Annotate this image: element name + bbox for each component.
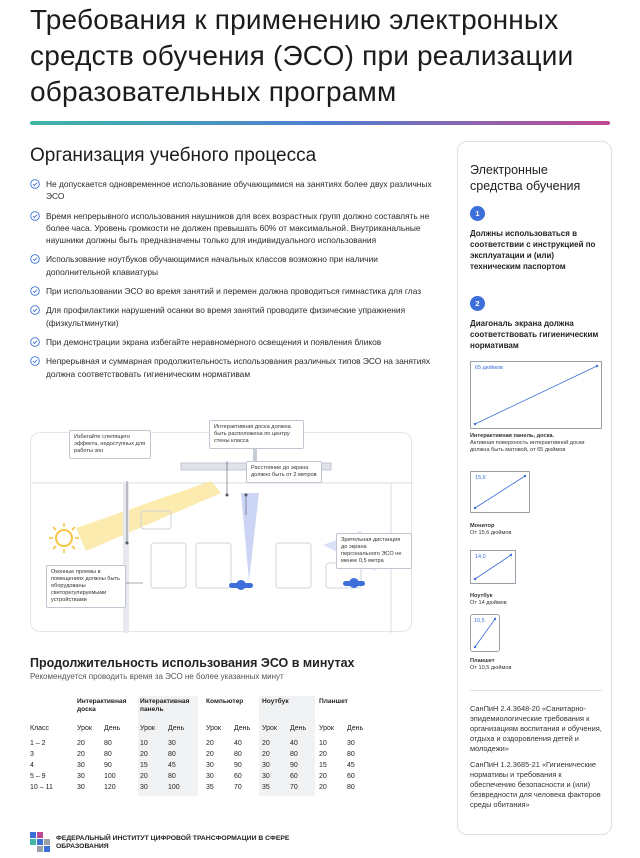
value-cell: 30 xyxy=(347,740,355,747)
day-header: День xyxy=(290,725,307,732)
list-item-text: Не допускается одновременное использование обучающимися на занятиях более двух различных ЭСО xyxy=(46,179,432,202)
value-cell: 90 xyxy=(104,762,112,769)
class-cell: 4 xyxy=(30,762,34,769)
value-cell: 100 xyxy=(168,784,180,791)
footer xyxy=(30,832,290,852)
laptop-caption xyxy=(470,593,507,607)
panel-item-2: Диагональ экрана должна соответствовать гигиеническим нормативам xyxy=(470,319,599,350)
value-cell: 20 xyxy=(319,751,327,758)
value-cell: 90 xyxy=(290,762,298,769)
table-title: Продолжительность использования ЭСО в минутах xyxy=(30,656,355,670)
monitor-screen xyxy=(470,471,530,513)
value-cell: 30 xyxy=(206,773,214,780)
device-header: Планшет xyxy=(319,698,348,705)
diagonal-line xyxy=(471,362,601,428)
value-cell: 120 xyxy=(104,784,116,791)
check-circle-icon xyxy=(30,254,40,264)
day-header: День xyxy=(168,725,185,732)
value-cell: 60 xyxy=(347,773,355,780)
board-screen xyxy=(470,361,602,429)
check-circle-icon xyxy=(30,356,40,366)
caption-title: Интерактивная панель, доска. xyxy=(470,433,555,439)
panel-divider xyxy=(470,690,602,691)
caption-title: Ноутбук xyxy=(470,593,493,599)
tablet-caption xyxy=(470,658,511,672)
device-header: Интерактивная доска xyxy=(77,698,127,713)
diagonal-label: 10,5 xyxy=(474,618,485,624)
list-item-text: При использовании ЭСО во время занятий и перемен должна проводиться гимнастика для глаз xyxy=(46,286,422,297)
value-cell: 20 xyxy=(262,740,270,747)
classroom-illustration xyxy=(30,424,412,632)
value-cell: 40 xyxy=(290,740,298,747)
value-cell: 40 xyxy=(234,740,242,747)
sun-icon xyxy=(49,523,79,553)
gradient-divider xyxy=(30,121,610,125)
device-header: Компьютер xyxy=(206,698,244,705)
diagonal-label: 15,6 xyxy=(475,475,486,481)
value-cell: 15 xyxy=(140,762,148,769)
value-cell: 20 xyxy=(206,751,214,758)
value-cell: 80 xyxy=(234,751,242,758)
list-item xyxy=(30,253,440,278)
list-item xyxy=(30,210,440,247)
board-caption xyxy=(470,433,605,454)
check-circle-icon xyxy=(30,305,40,315)
value-cell: 20 xyxy=(77,740,85,747)
diagonal-label: 65 дюймов xyxy=(475,365,503,371)
value-cell: 20 xyxy=(206,740,214,747)
step-number-1: 1 xyxy=(470,206,485,221)
value-cell: 10 xyxy=(140,740,148,747)
lesson-header: Урок xyxy=(77,725,92,732)
note-glare: Избегайте слепящего эффекта, недоступных для работы зон xyxy=(69,430,151,459)
value-cell: 70 xyxy=(234,784,242,791)
lesson-header: Урок xyxy=(206,725,221,732)
value-cell: 30 xyxy=(168,740,176,747)
section-title: Организация учебного процесса xyxy=(30,145,317,166)
value-cell: 80 xyxy=(168,773,176,780)
caption-text: Активная поверхность интерактивной доски должна быть матовой, от 65 дюймов xyxy=(470,440,585,453)
note-personal-distance: Зрительная дистанция до экрана персонального ЭСО не менее 0,5 метра xyxy=(336,533,412,569)
list-item-text: Время непрерывного использования наушников для всех возрастных групп должно составлять не более часа. Уровень громкости не должен превышать 60% от максимальной. Внутриканальные наушники должны быть предназначены только для индивидуального использования xyxy=(46,210,430,246)
list-item-text: Для профилактики нарушений осанки во время занятий проводите физические упражнения (физкультминутки) xyxy=(46,305,406,328)
caption-title: Монитор xyxy=(470,523,495,529)
value-cell: 20 xyxy=(319,784,327,791)
value-cell: 90 xyxy=(234,762,242,769)
list-item xyxy=(30,336,440,348)
page-title: Требования к применению электронных средств обучения (ЭСО) при реализации образовательных программ xyxy=(30,4,574,107)
value-cell: 35 xyxy=(206,784,214,791)
value-cell: 45 xyxy=(168,762,176,769)
list-item-text: Использование ноутбуков обучающимися начальных классов возможно при наличии дополнительной клавиатуры xyxy=(46,254,378,277)
value-cell: 80 xyxy=(104,751,112,758)
caption-text: От 15,6 дюймов xyxy=(470,530,512,536)
value-cell: 80 xyxy=(347,784,355,791)
value-cell: 80 xyxy=(168,751,176,758)
list-item xyxy=(30,285,440,297)
value-cell: 20 xyxy=(262,751,270,758)
list-item-text: Непрерывная и суммарная продолжительность использования различных типов ЭСО на занятиях должна соответствовать гигиеническим нормативам xyxy=(46,356,431,379)
value-cell: 20 xyxy=(140,751,148,758)
step-number-2: 2 xyxy=(470,296,485,311)
value-cell: 30 xyxy=(262,762,270,769)
class-cell: 5 – 9 xyxy=(30,773,46,780)
table-subtitle: Рекомендуется проводить время за ЭСО не более указанных минут xyxy=(30,672,284,681)
class-cell: 1 – 2 xyxy=(30,740,46,747)
value-cell: 30 xyxy=(77,762,85,769)
institute-name: ФЕДЕРАЛЬНЫЙ ИНСТИТУТ ЦИФРОВОЙ ТРАНСФОРМАЦИИ В СФЕРЕ ОБРАЗОВАНИЯ xyxy=(56,835,290,850)
class-cell: 10 – 11 xyxy=(30,784,53,791)
lesson-header: Урок xyxy=(262,725,277,732)
value-cell: 70 xyxy=(290,784,298,791)
diagonal-label: 14,0 xyxy=(475,554,486,560)
value-cell: 80 xyxy=(290,751,298,758)
day-header: День xyxy=(104,725,121,732)
panel-item-1: Должны использоваться в соответствии с инструкцией по эксплуатации и (или) техническим паспортом xyxy=(470,229,596,271)
lesson-header: Урок xyxy=(140,725,155,732)
day-header: День xyxy=(234,725,251,732)
eso-panel xyxy=(457,141,612,835)
device-header: Ноутбук xyxy=(262,698,289,705)
value-cell: 80 xyxy=(347,751,355,758)
value-cell: 35 xyxy=(262,784,270,791)
value-cell: 30 xyxy=(140,784,148,791)
class-cell: 3 xyxy=(30,751,34,758)
value-cell: 45 xyxy=(347,762,355,769)
value-cell: 30 xyxy=(262,773,270,780)
laptop-screen xyxy=(470,550,516,584)
panel-title: Электронные средства обучения xyxy=(470,163,581,193)
check-circle-icon xyxy=(30,337,40,347)
norm-reference-1: СанПиН 2.4.3648-20 «Санитарно-эпидемиологические требования к организациям воспитания и обучения, отдыха и оздоровления детей и молодежи» xyxy=(470,704,602,753)
value-cell: 15 xyxy=(319,762,327,769)
note-board-center: Интерактивная доска должна быть расположена по центру стены класса xyxy=(209,420,304,449)
caption-title: Планшет xyxy=(470,658,495,664)
caption-text: От 10,5 дюймов xyxy=(470,665,512,671)
value-cell: 60 xyxy=(234,773,242,780)
list-item xyxy=(30,304,440,329)
list-item xyxy=(30,355,440,380)
list-item xyxy=(30,178,440,203)
list-item-text: При демонстрации экрана избегайте неравномерного освещения и появления бликов xyxy=(46,336,382,347)
class-header: Класс xyxy=(30,725,50,732)
requirements-list xyxy=(30,178,440,387)
value-cell: 30 xyxy=(206,762,214,769)
value-cell: 10 xyxy=(319,740,327,747)
value-cell: 60 xyxy=(290,773,298,780)
device-header: Интерактивная панель xyxy=(140,698,190,713)
caption-text: От 14 дюймов xyxy=(470,600,507,606)
value-cell: 20 xyxy=(140,773,148,780)
check-circle-icon xyxy=(30,179,40,189)
check-circle-icon xyxy=(30,211,40,221)
day-header: День xyxy=(347,725,364,732)
value-cell: 20 xyxy=(77,751,85,758)
value-cell: 100 xyxy=(104,773,116,780)
note-distance: Расстояние до экрана должно быть от 2 метров xyxy=(246,461,322,483)
value-cell: 30 xyxy=(77,773,85,780)
institute-logo-icon xyxy=(30,832,50,852)
norm-reference-2: СанПиН 1.2.3685-21 «Гигиенические нормативы и требования к обеспечению безопасности и (или) безвредности для человека факторов среды обитания» xyxy=(470,760,601,809)
lesson-header: Урок xyxy=(319,725,334,732)
value-cell: 20 xyxy=(319,773,327,780)
tablet-screen xyxy=(470,614,500,652)
value-cell: 80 xyxy=(104,740,112,747)
value-cell: 30 xyxy=(77,784,85,791)
note-windows: Оконные проемы в помещениях должны быть оборудованы светорегулируемыми устройствами xyxy=(46,565,126,608)
check-circle-icon xyxy=(30,286,40,296)
monitor-caption xyxy=(470,523,511,537)
